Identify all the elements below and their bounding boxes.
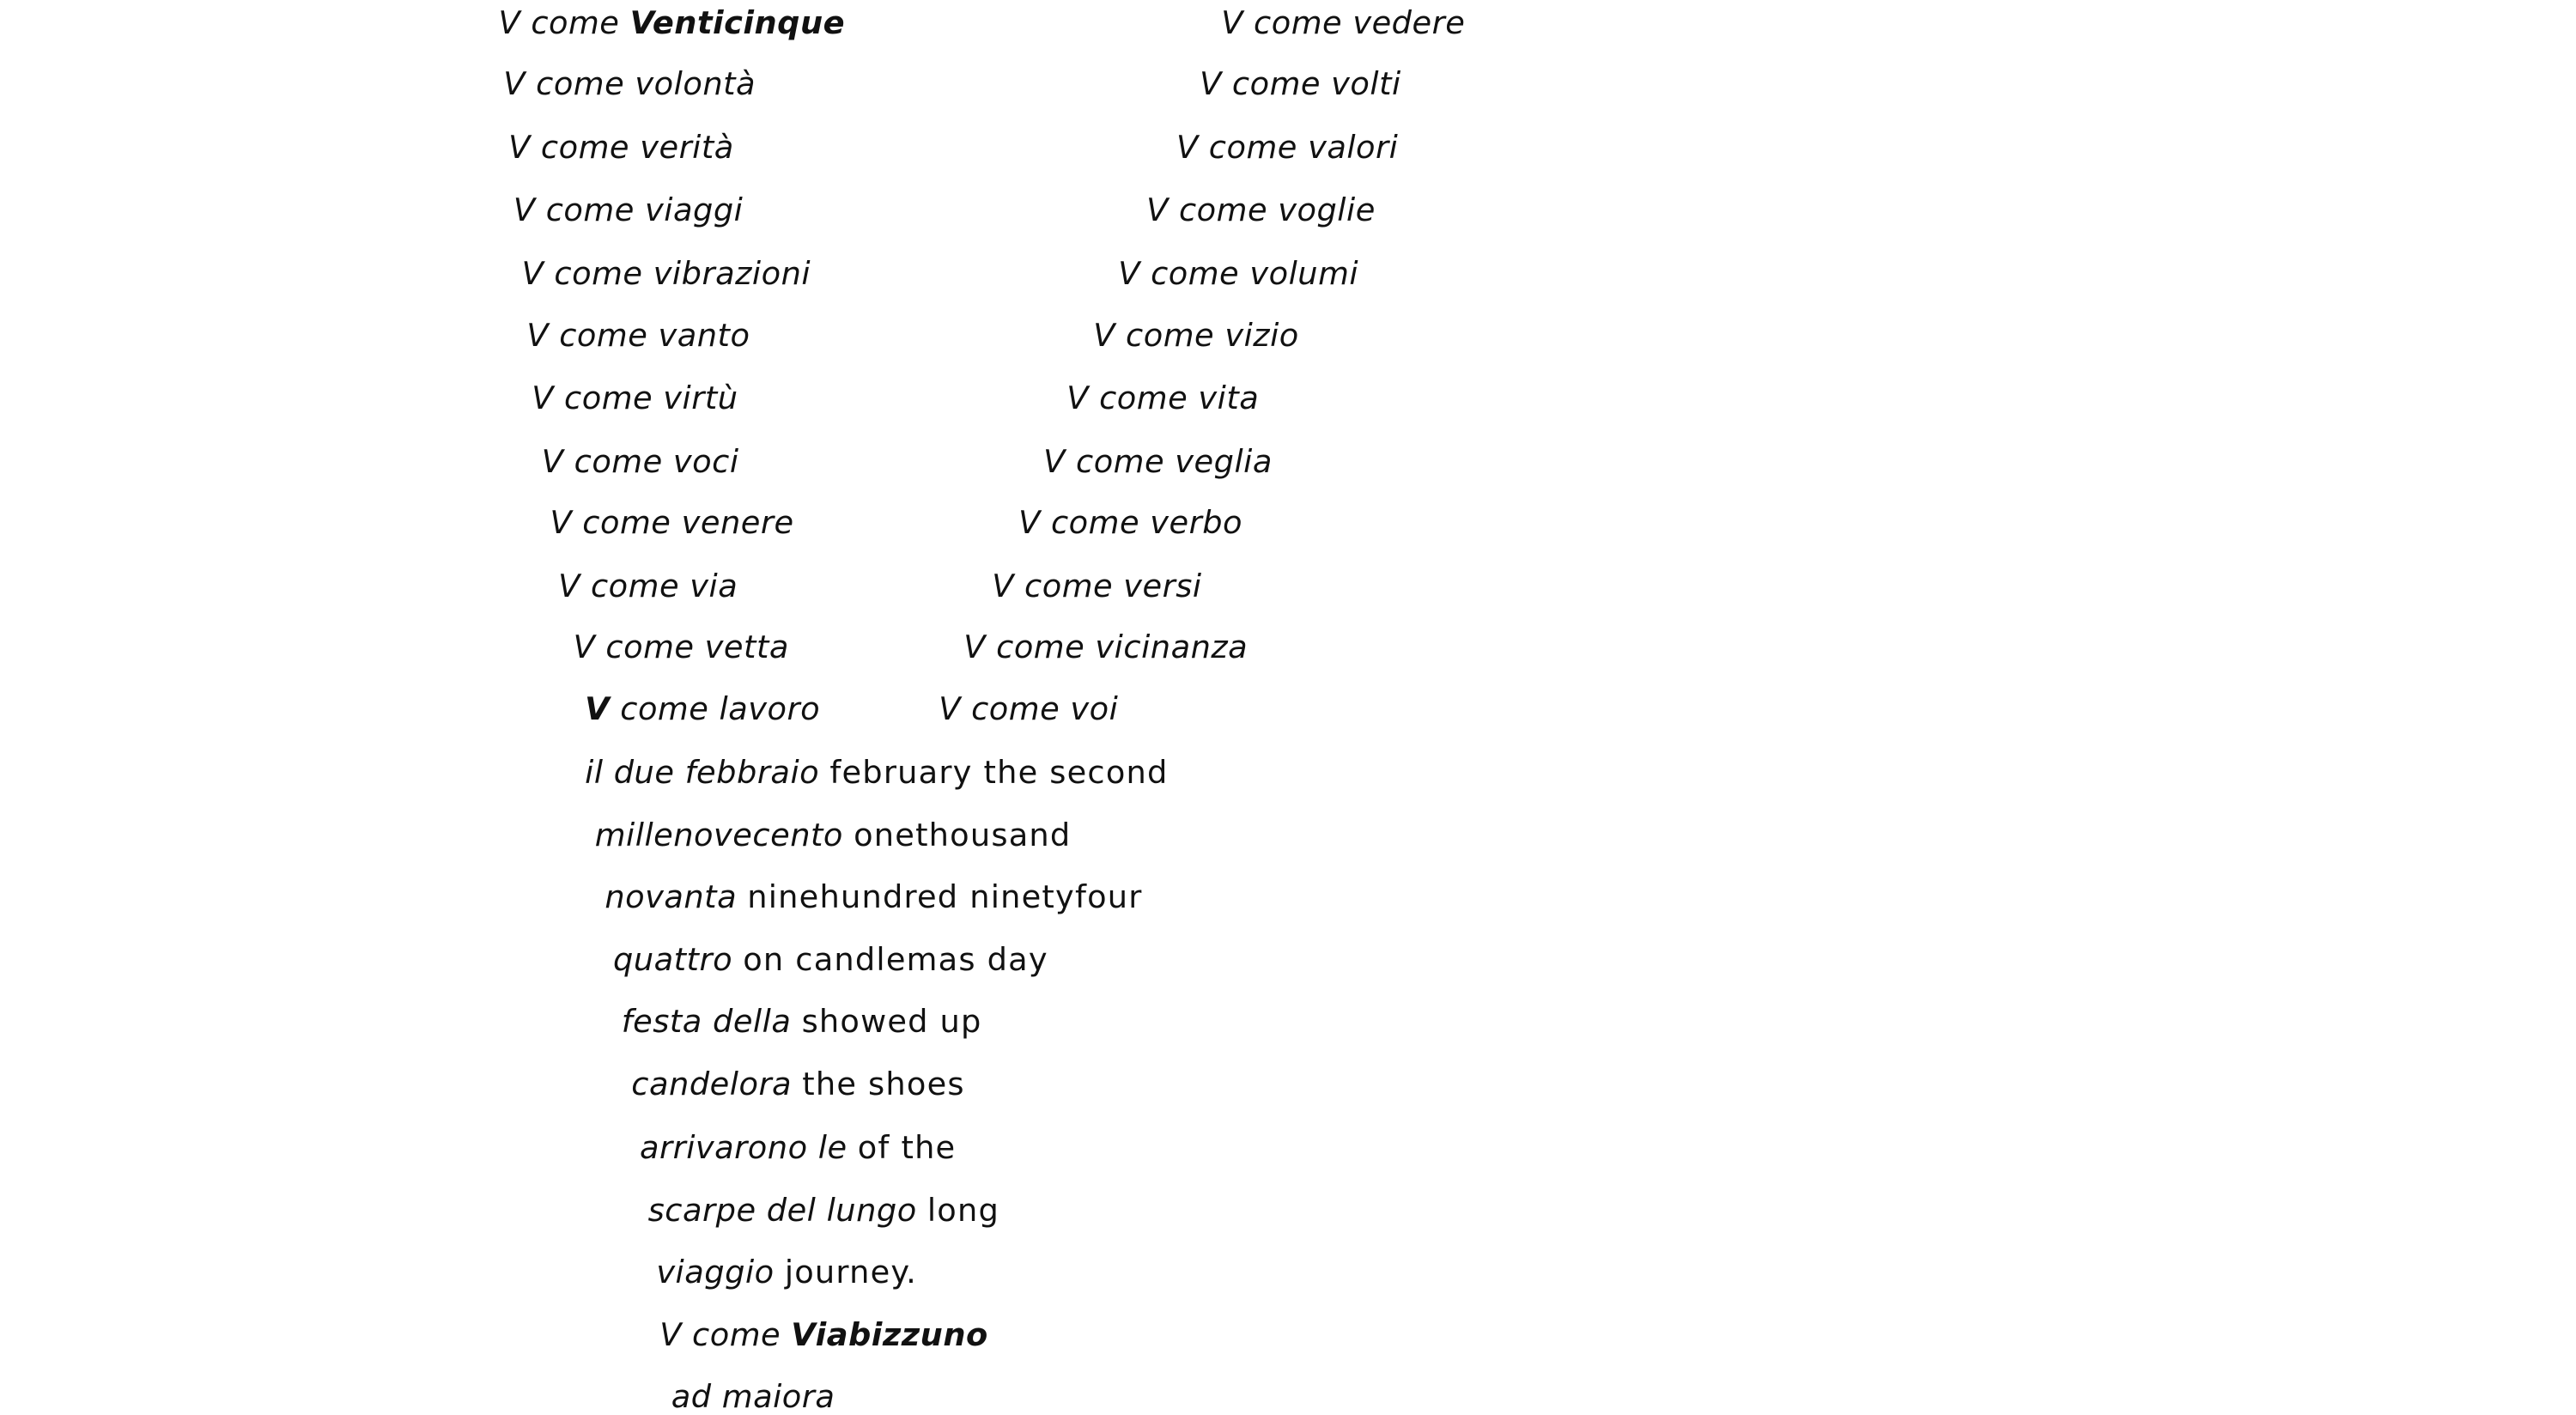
poem-line-right [1146,191,1376,229]
poem-line-bilingual [605,878,1143,915]
poem-line-text: V come veglia [1043,442,1273,480]
poem-text-english: on candlemas day [743,941,1048,979]
poem-line-bilingual [585,753,1169,791]
poem-line-right [1221,3,1466,41]
poem-line-left [498,3,846,41]
poem-line-word: viaggi [645,191,744,229]
poem-line-prefix: V come [532,380,664,417]
poem-line-text: V come volumi [1118,255,1359,292]
poem-line-closing [671,1378,835,1415]
poem-line-right [1066,380,1260,417]
poem-line-prefix: V come [558,567,690,604]
poem-line-text: V come versi [992,567,1202,604]
poem-line-right [1093,316,1299,354]
poem-line-text: come lavoro [610,689,821,727]
poem-line-right [1018,504,1243,542]
poem-text-italian: festa della [621,1002,802,1040]
poem-line-left [541,442,739,480]
poem-line-right [1043,442,1273,480]
poem-line-left [550,504,794,542]
poem-text-english: of the [857,1128,957,1166]
poem-line-prefix: V come [503,65,635,103]
poem-text-italian: novanta [605,878,748,915]
poem-line-text: V come vicinanza [963,629,1249,666]
poem-line-right [963,629,1249,666]
poem-line-word: via [690,567,738,604]
poem-line-text: V come verbo [1018,504,1243,542]
poem-line-bilingual [639,1128,957,1166]
poem-line-left [513,191,744,229]
brand-name: Viabizzuno [791,1316,988,1354]
poem-line-prefix: V come [508,128,641,166]
poem-line-word: vanto [658,316,750,354]
poem-line-right [992,567,1202,604]
poem-line-bilingual [613,941,1048,979]
poem-line-right [939,689,1119,727]
poem-line-prefix: V come [521,255,653,292]
poem-text-english: onethousand [854,817,1072,854]
poem-line-bilingual [647,1192,999,1230]
poem-text-english: long [927,1192,999,1230]
poem-line-right [1118,255,1359,292]
poem-line-left [521,255,811,292]
poem-text-italian: scarpe del lungo [647,1192,927,1230]
poem-text-italian: candelora [631,1066,803,1103]
poem-line-text: ad maiora [671,1378,835,1415]
poem-line-right [1200,65,1401,103]
poem-line-left [503,65,756,103]
poem-line-word: volontà [635,65,756,103]
poem-line-text: V come vita [1066,380,1260,417]
poem-text-italian: il due febbraio [585,753,830,791]
poem-line-text: V come voglie [1146,191,1376,229]
poem-line-word: voci [672,442,739,480]
poem-line-prefix: V come [513,191,646,229]
poem-text-italian: quattro [613,941,744,979]
poem-line-word: vibrazioni [653,255,811,292]
poem-line-right [1176,128,1399,166]
poem-line-left [532,380,738,417]
poem-line-text: V come voi [939,689,1119,727]
poem-text-italian: millenovecento [594,817,854,854]
poem-text-english: journey. [784,1253,917,1291]
poem-line-word: verità [640,128,734,166]
emphasis-word: Venticinque [629,3,846,41]
poem-line-text: V come volti [1200,65,1401,103]
poem-text-italian: viaggio [656,1253,785,1291]
poem-line-prefix: V come [659,1316,792,1354]
poem-line-word: venere [681,504,794,542]
poem-line-bilingual [594,817,1072,854]
poem-line-left [585,689,821,727]
poem-line-word: vetta [704,629,789,666]
poem-line-prefix: V come [498,3,630,41]
poem-line-prefix: V come [573,629,705,666]
poem-text-english: february the second [829,753,1169,791]
poem-line-bilingual [631,1066,965,1103]
poem-text-english: showed up [801,1002,982,1040]
poem-line-bilingual [621,1002,982,1040]
poem-line-left [558,567,738,604]
poem-line-prefix: V come [541,442,673,480]
poem-line-text: V come valori [1176,128,1399,166]
poem-text-english: ninehundred ninetyfour [747,878,1143,915]
emphasis-initial: V [585,689,611,727]
poem-text-italian: arrivarono le [639,1128,858,1166]
poem-line-left [508,128,734,166]
poem-line-closing [659,1316,988,1354]
poem-text-english: the shoes [802,1066,965,1103]
poem-line-prefix: V come [526,316,659,354]
poem-line-bilingual [656,1253,917,1291]
poem-line-left [573,629,789,666]
poem-line-prefix: V come [550,504,682,542]
poem-line-word: virtù [663,380,738,417]
poem-line-text: V come vedere [1221,3,1466,41]
poem-line-text: V come vizio [1093,316,1299,354]
poem-line-left [526,316,750,354]
